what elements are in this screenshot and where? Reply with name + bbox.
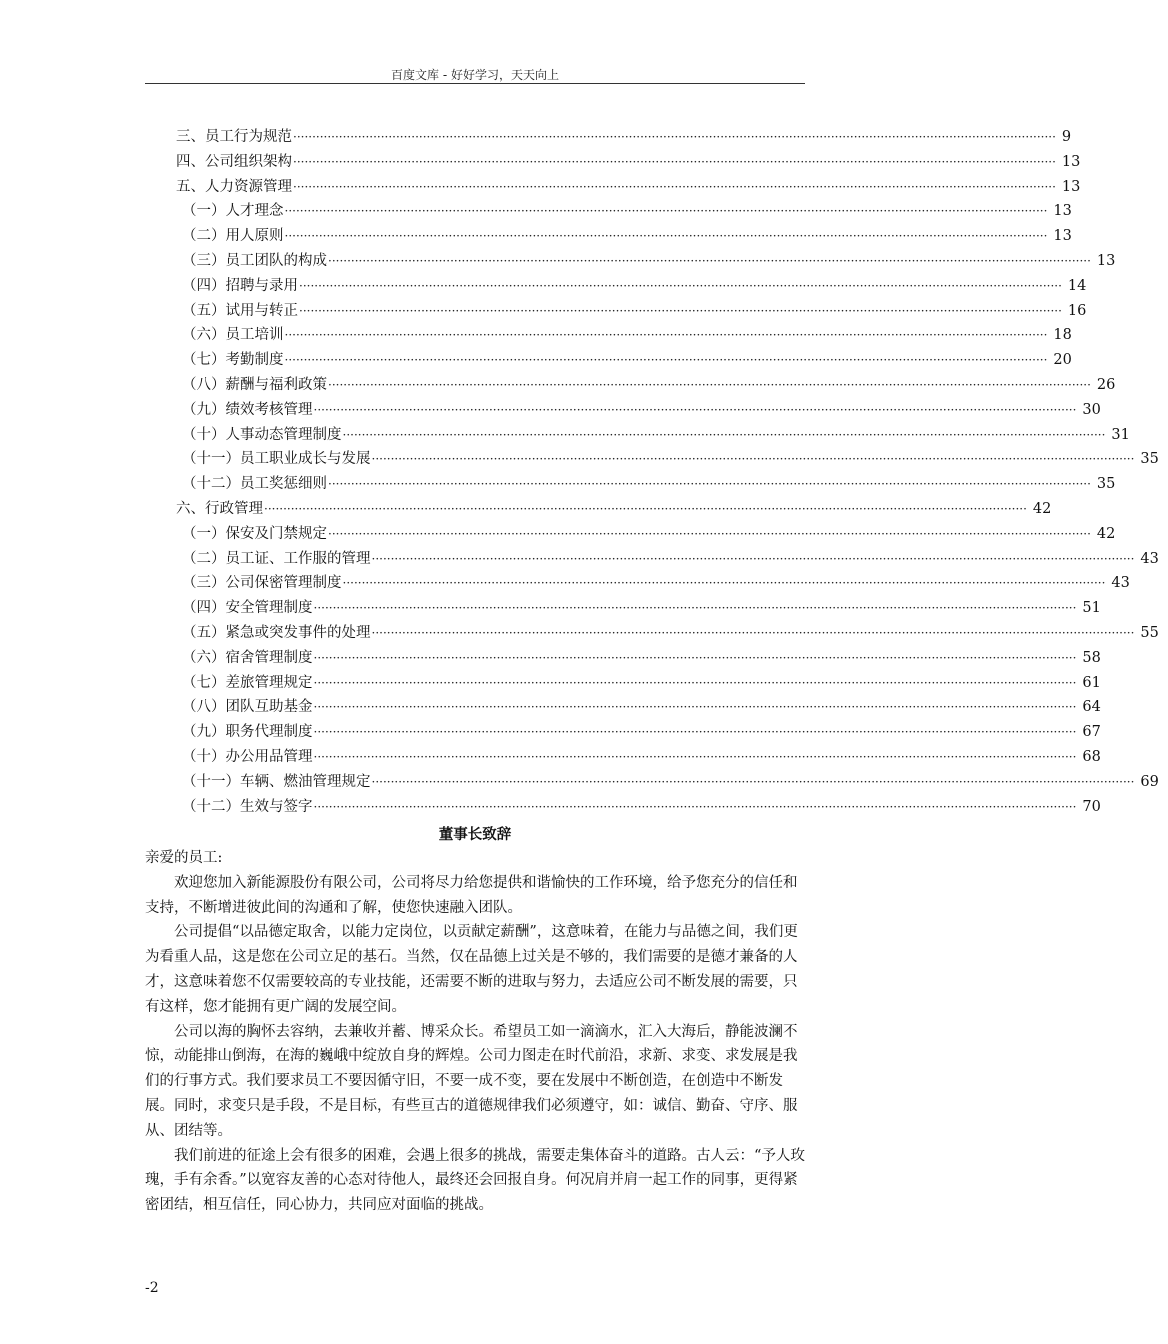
toc-entry[interactable] [176,151,1081,173]
toc-leader-dots: ········································································································································································································ [313,675,1077,690]
toc-entry[interactable] [182,424,1130,446]
toc-entry-label: （七）差旅管理规定 [182,674,313,691]
toc-entry-page: 16 [1067,302,1087,319]
toc-leader-dots: ········································································································································································································ [371,551,1135,566]
toc-entry[interactable] [182,225,1072,247]
toc-entry-page: 30 [1082,401,1101,418]
toc-entry-page: 13 [1096,253,1116,269]
toc-entry-page: 13 [1053,203,1072,220]
toc-entry-label: 三、员工行为规范 [176,129,292,145]
toc-leader-dots: ········································································································································································································ [284,353,1048,368]
toc-entry[interactable] [182,523,1116,545]
toc-entry[interactable] [182,696,1101,718]
toc-entry[interactable] [182,548,1159,570]
toc-entry[interactable] [182,647,1101,669]
toc-entry[interactable] [182,473,1116,495]
toc-leader-dots: ········································································································································································································ [328,477,1091,492]
toc-entry-page: 58 [1082,649,1101,666]
letter-body [145,846,805,1218]
toc-entry-label: 六、行政管理 [176,501,263,517]
toc-entry[interactable] [182,399,1101,421]
toc-leader-dots: ········································································································································································································ [293,154,1056,169]
toc-entry[interactable] [182,721,1101,743]
toc-entry-page: 14 [1067,277,1087,294]
toc-entry-label: （八）薪酬与福利政策 [182,377,327,393]
toc-leader-dots: ········································································································································································································ [293,130,1056,144]
page-header: 百度文库 - 好好学习，天天向上 [391,68,559,82]
toc-entry-label: （十）人事动态管理制度 [182,426,342,443]
toc-entry-label: 五、人力资源管理 [176,178,292,195]
toc-entry-label: （十一）员工职业成长与发展 [182,451,371,468]
toc-entry[interactable] [182,746,1101,768]
toc-entry-page: 43 [1140,550,1159,567]
toc-entry[interactable] [182,300,1087,322]
toc-leader-dots: ········································································································································································································ [313,700,1077,715]
toc-entry-page: 67 [1082,724,1101,741]
toc-leader-dots: ········································································································································································································ [293,179,1056,194]
letter-paragraph: 公司提倡“以品德定取舍，以能力定岗位，以贡献定薪酬”，这意味着，在能力与品德之间，我们更为看重人品，这是您在公司立足的基石。当然，仅在品德上过关是不够的，我们需要的是德才兼备的人才，这意味着您不仅需要较高的专业技能，还需要不断的进取与努力，去适应公司不断发展的需要，只有这样，您才能拥有更广阔的发展空间。 [145,924,798,1015]
toc-entry[interactable] [182,771,1159,793]
toc-entry[interactable] [176,498,1052,520]
toc-entry-label: （四）招聘与录用 [182,277,298,294]
toc-entry-label: （九）职务代理制度 [182,724,313,741]
toc-entry-label: （三）员工团队的构成 [182,253,327,269]
toc-entry-label: （十）办公用品管理 [182,749,313,765]
toc-entry[interactable] [182,448,1159,470]
letter-title: 董事长致辞 [438,827,512,843]
toc-leader-dots: ········································································································································································································ [313,799,1077,814]
toc-entry[interactable] [182,672,1101,694]
toc-entry[interactable] [182,250,1116,272]
toc-entry[interactable] [182,622,1159,644]
toc-entry-page: 64 [1082,699,1101,716]
toc-leader-dots: ········································································································································································································ [299,278,1062,293]
toc-entry-label: （七）考勤制度 [182,352,284,369]
toc-entry-label: （三）公司保密管理制度 [182,575,342,592]
toc-leader-dots: ········································································································································································································ [284,328,1048,343]
toc-entry[interactable] [182,275,1087,297]
toc-entry-label: （二）员工证、工作服的管理 [182,550,371,567]
toc-leader-dots: ········································································································································································································ [313,650,1077,665]
toc-entry-label: （十二）员工奖惩细则 [182,476,327,493]
toc-leader-dots: ········································································································································································································ [371,626,1135,640]
toc-entry-label: （六）员工培训 [182,327,284,344]
toc-entry-page: 51 [1082,600,1101,617]
toc-entry[interactable] [182,597,1101,619]
toc-leader-dots: ········································································································································································································ [313,750,1077,764]
toc-entry-page: 20 [1053,352,1072,369]
toc-entry[interactable] [182,374,1116,396]
toc-entry-label: （十二）生效与签字 [182,798,313,815]
toc-entry[interactable] [182,572,1130,594]
toc-entry-label: （九）绩效考核管理 [182,401,313,418]
page-number: -2 [145,1280,159,1296]
toc-entry-page: 13 [1061,178,1081,195]
toc-entry-page: 31 [1111,426,1130,443]
letter-salutation: 亲爱的员工: [145,850,223,866]
toc-entry[interactable] [182,349,1072,371]
toc-leader-dots: ········································································································································································································ [299,303,1062,318]
toc-entry-label: （五）紧急或突发事件的处理 [182,625,371,641]
toc-entry-page: 18 [1053,327,1072,344]
toc-entry-label: （二）用人原则 [182,228,284,245]
toc-entry[interactable] [182,796,1101,818]
toc-entry-page: 35 [1096,476,1116,493]
toc-entry-page: 61 [1082,674,1101,691]
toc-entry[interactable] [182,324,1072,346]
toc-entry-page: 9 [1061,129,1072,145]
toc-leader-dots: ········································································································································································································ [313,402,1077,417]
toc-entry[interactable] [176,126,1072,148]
toc-entry-page: 42 [1096,525,1116,542]
toc-entry[interactable] [176,176,1081,198]
letter-paragraph: 我们前进的征途上会有很多的困难，会遇上很多的挑战，需要走集体奋斗的道路。古人云：“予人玫瑰，手有余香。”以宽容友善的心态对待他人，最终还会回报自身。何况肩并肩一起工作的同事，更得紧密团结，相互信任，同心协力，共同应对面临的挑战。 [145,1147,805,1214]
toc-leader-dots: ········································································································································································································ [328,378,1091,392]
toc-leader-dots: ········································································································································································································ [264,502,1027,516]
letter-paragraph: 公司以海的胸怀去容纳，去兼收并蓄、博采众长。希望员工如一滴滴水，汇入大海后，静能波澜不惊，动能排山倒海，在海的巍峨中绽放自身的辉煌。公司力图走在时代前沿，求新、求变、求发展是我们的行事方式。我们要求员工不要因循守旧，不要一成不变，要在发展中不断创造，在创造中不断发展。同时，求变只是手段，不是目标，有些亘古的道德规律我们必须遵守，如：诚信、勤奋、守序、服从、团结等。 [145,1023,798,1139]
toc-leader-dots: ········································································································································································································ [371,774,1135,789]
toc-entry-label: （四）安全管理制度 [182,600,313,617]
toc-entry-page: 69 [1140,773,1159,790]
toc-entry-page: 13 [1061,153,1081,170]
toc-leader-dots: ········································································································································································································ [371,452,1135,467]
toc-leader-dots: ········································································································································································································ [342,576,1106,591]
toc-leader-dots: ········································································································································································································ [284,229,1048,244]
toc-entry-label: （十一）车辆、燃油管理规定 [182,773,371,790]
toc-entry-page: 13 [1053,228,1072,245]
toc-entry-label: 四、公司组织架构 [176,153,292,170]
toc-entry-page: 42 [1032,501,1052,517]
letter-paragraph: 欢迎您加入新能源股份有限公司，公司将尽力给您提供和谐愉快的工作环境，给予您充分的信任和支持，不断增进彼此间的沟通和了解，使您快速融入团队。 [145,874,798,916]
toc-leader-dots: ········································································································································································································ [313,725,1077,740]
toc-leader-dots: ········································································································································································································ [284,204,1048,219]
toc-leader-dots: ········································································································································································································ [313,601,1077,616]
toc-entry-page: 35 [1140,451,1159,468]
toc-entry-label: （六）宿舍管理制度 [182,649,313,666]
toc-entry-page: 68 [1082,749,1101,765]
toc-entry-page: 55 [1140,625,1159,641]
toc-entry-page: 26 [1096,377,1116,393]
toc-entry-page: 70 [1082,798,1101,815]
toc-entry-label: （八）团队互助基金 [182,699,313,716]
toc-leader-dots: ········································································································································································································ [328,526,1091,541]
toc-leader-dots: ········································································································································································································ [328,254,1091,268]
toc-entry-page: 43 [1111,575,1130,592]
toc-leader-dots: ········································································································································································································ [342,427,1106,442]
toc-entry-label: （一）保安及门禁规定 [182,525,327,542]
toc-entry-label: （一）人才理念 [182,203,284,220]
toc-entry-label: （五）试用与转正 [182,302,298,319]
header-rule [145,83,805,84]
toc-entry[interactable] [182,200,1072,222]
